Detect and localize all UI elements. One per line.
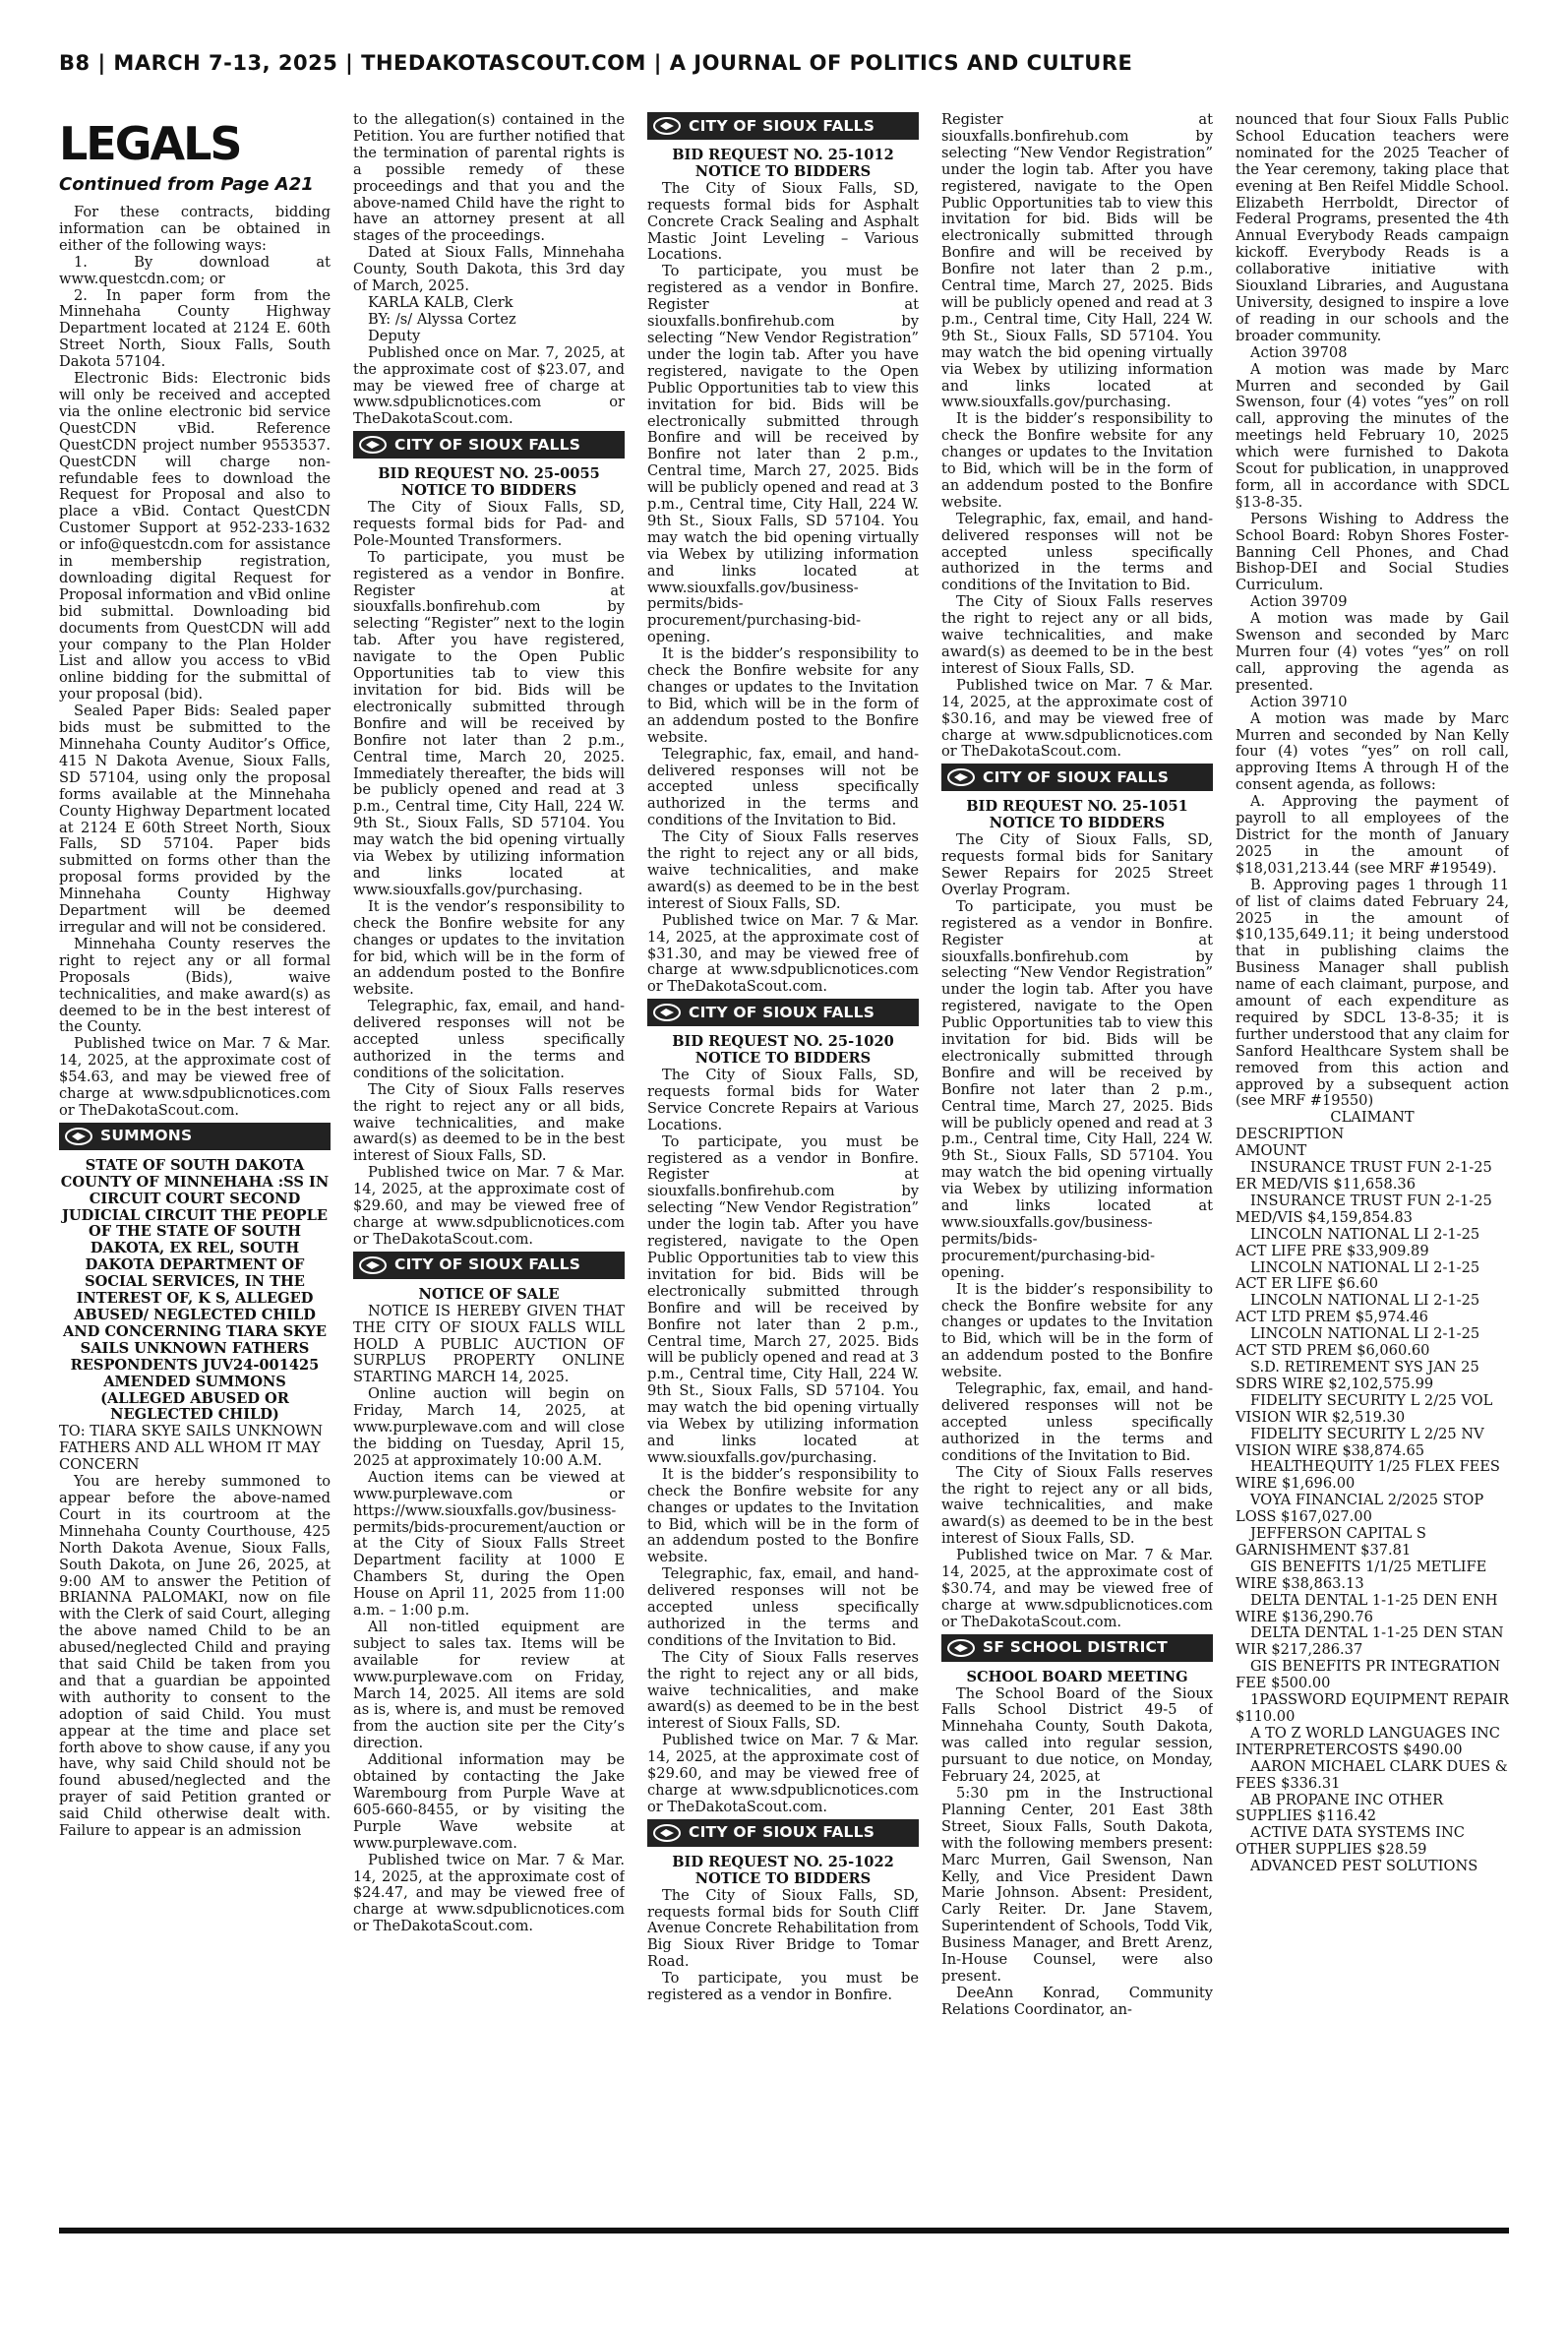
section-bar-label: SUMMONS — [100, 1127, 193, 1145]
paragraph: Action 39710 — [1250, 693, 1348, 710]
column-3 — [647, 112, 919, 2218]
paragraph: A motion was made by Marc Murren and seconded by Gail Swenson, four (4) votes “yes” on roll call, approving the minutes of the meetings held February 10, 2025 which were furnished to Dakota Scout for publication, in unapproved form, all in accordance with SDCL §13-8-35. — [1236, 360, 1509, 511]
claims-list — [1236, 1110, 1509, 1875]
scout-logo-icon — [63, 1126, 94, 1147]
paragraph: Minnehaha County reserves the right to reject any or all formal Proposals (Bids), waive technicalities, and make award(s) as deemed to be in the best interest of the County. — [59, 935, 331, 1036]
section-bar-school — [941, 1634, 1213, 1662]
signature-line: KARLA KALB, Clerk — [368, 293, 513, 311]
claim-row: AARON MICHAEL CLARK DUES & FEES $336.31 — [1236, 1757, 1508, 1792]
paragraph: Sealed Paper Bids: Sealed paper bids must be submitted to the Minnehaha County Auditor’s Office, 415 N Dakota Avenue, Sioux Falls, SD 57104, using only the proposal forms available at the Minnehaha County Highway Department located at 2124 E 60th Street North, Sioux Falls, SD 57104. Paper bids submitted on forms other than the proposal forms provided by the Minnehaha County Highway Department will be deemed irregular and will not be considered. — [59, 703, 331, 936]
issue-date: MARCH 7-13, 2025 — [113, 51, 338, 75]
summons-to: TO: TIARA SKYE SAILS UNKNOWN FATHERS AND ALL WHOM IT MAY CONCERN — [59, 1423, 323, 1474]
claim-row: 1PASSWORD EQUIPMENT REPAIR $110.00 — [1236, 1691, 1509, 1725]
paragraph: Telegraphic, fax, email, and hand-delivered responses will not be accepted unless specifically authorized in the terms and conditions of the Invitation to Bid. — [941, 1380, 1213, 1464]
signature-line: BY: /s/ Alyssa Cortez — [368, 310, 516, 328]
paragraph: Published twice on Mar. 7 & Mar. 14, 2025, at the approximate cost of $31.30, and may be viewed free of charge at www.sdpublicnotices.com or TheDakotaScout.com. — [647, 911, 919, 996]
paragraph: Action 39708 — [1250, 343, 1348, 361]
section-bar-label: CITY OF SIOUX FALLS — [983, 767, 1170, 786]
scout-logo-icon — [357, 434, 389, 456]
paragraph: It is the bidder’s responsibility to check the Bonfire website for any changes or updates to the Invitation to Bid, which will be in the form of an addendum posted to the Bonfire website. — [647, 645, 919, 746]
paragraph: Published twice on Mar. 7 & Mar. 14, 2025, at the approximate cost of $54.63, and may be viewed free of charge at www.sdpublicnotices.com or TheDakotaScout.com. — [59, 1035, 331, 1119]
section-bar-label: CITY OF SIOUX FALLS — [689, 1823, 875, 1842]
claims-header: CLAIMANT — [1330, 1109, 1415, 1127]
paragraph: Dated at Sioux Falls, Minnehaha County, South Dakota, this 3rd day of March, 2025. — [353, 244, 625, 295]
paragraph: Telegraphic, fax, email, and hand-delivered responses will not be accepted unless specifically authorized in the terms and conditions of the solicitation. — [353, 998, 625, 1081]
paragraph: Action 39709 — [1250, 593, 1348, 611]
paragraph: All non-titled equipment are subject to sales tax. Items will be available for review at www.purplewave.com on Friday, March 14, 2025. All items are sold as is, where is, and must be removed from the auction site per the City’s direction. — [353, 1618, 625, 1752]
paragraph: It is the vendor’s responsibility to check the Bonfire website for any changes or updates to the invitation for bid, which will be in the form of an addendum posted to the Bonfire website. — [353, 897, 625, 999]
paragraph: The City of Sioux Falls reserves the right to reject any or all bids, waive technicalities, and make award(s) as deemed to be in the best interest of Sioux Falls, SD. — [647, 828, 919, 912]
scout-logo-icon — [945, 766, 977, 788]
section-bar-label: SF SCHOOL DISTRICT — [983, 1638, 1168, 1657]
section-bar-label: CITY OF SIOUX FALLS — [394, 1255, 581, 1274]
claim-row: S.D. RETIREMENT SYS JAN 25 SDRS WIRE $2,102,575.99 — [1236, 1358, 1479, 1392]
paragraph: Additional information may be obtained by contacting the Jake Warembourg from Purple Wave at 605-660-8455, or by visiting the Purple Wave website at www.purplewave.com. — [353, 1751, 625, 1852]
site-name: THEDAKOTASCOUT.COM — [361, 51, 646, 75]
claim-row: ADVANCED PEST SOLUTIONS — [1250, 1858, 1478, 1875]
notice-heading: BID REQUEST NO. 25-1012 NOTICE TO BIDDERS — [672, 147, 894, 180]
paragraph: Auction items can be viewed at www.purplewave.com or https://www.siouxfalls.gov/business-permits/bids-procurement/auction or at the City of Sioux Falls Street Department facility at 1000 E Chambers St, during the Open House on April 11, 2025 from 11:00 a.m. – 1:00 p.m. — [353, 1468, 625, 1620]
section-bar-city — [647, 999, 919, 1026]
paragraph: Published twice on Mar. 7 & Mar. 14, 2025, at the approximate cost of $30.16, and may be viewed free of charge at www.sdpublicnotices.com or TheDakotaScout.com. — [941, 676, 1213, 761]
paragraph: NOTICE IS HEREBY GIVEN THAT THE CITY OF SIOUX FALLS WILL HOLD A PUBLIC AUCTION OF SURPLUS PROPERTY ONLINE STARTING MARCH 14, 2025. — [353, 1302, 625, 1386]
paragraph: To participate, you must be registered as a vendor in Bonfire. Register at siouxfalls.bonfirehub.com by selecting “New Vendor Registration” under the login tab. After you have registered, navigate to the Open Public Opportunities tab to view this invitation for bid. Bids will be electronically submitted through Bonfire and will be received by Bonfire not later than 2 p.m., Central time, March 27, 2025. Bids will be publicly opened and read at 3 p.m., Central time, City Hall, 224 W. 9th St., Sioux Falls, SD 57104. You may watch the bid opening virtually via Webex by utilizing information and links located at www.siouxfalls.gov/business-permits/bids-procurement/purchasing-bid-opening. — [647, 263, 919, 646]
paragraph: B. Approving pages 1 through 11 of list of claims dated February 24, 2025 in the amount of $10,135,649.11; it being understood that in publishing claims the Business Manager shall publish name of each claimant, purpose, and amount of each expenditure as required by SDCL 13-8-35; it is further understood that any claim for Sanford Healthcare System shall be removed from this action and approved by a subsequent action (see MRF #19550) — [1236, 876, 1509, 1110]
claim-row: GIS BENEFITS PR INTEGRATION FEE $500.00 — [1236, 1658, 1501, 1692]
paragraph: A motion was made by Gail Swenson and seconded by Marc Murren four (4) votes “yes” on roll call, approving the agenda as presented. — [1236, 610, 1509, 694]
claim-row: GIS BENEFITS 1/1/25 METLIFE WIRE $38,863.13 — [1236, 1558, 1487, 1592]
paragraph: to the allegation(s) contained in the Petition. You are further notified that the termination of parental rights is a possible remedy of these proceedings and that you and the above-named Child have the right to have an attorney present at all stages of the proceedings. — [353, 112, 625, 245]
paragraph: The City of Sioux Falls reserves the right to reject any or all bids, waive technicalities, and make award(s) as deemed to be in the best interest of Sioux Falls, SD. — [941, 593, 1213, 677]
claims-header: DESCRIPTION — [1236, 1126, 1345, 1143]
section-bar-city — [353, 1252, 625, 1279]
newspaper-page — [59, 51, 1509, 2285]
notice-heading: BID REQUEST NO. 25-1051 NOTICE TO BIDDERS — [966, 798, 1188, 832]
paragraph: The City of Sioux Falls reserves the right to reject any or all bids, waive technicalities, and make award(s) as deemed to be in the best interest of Sioux Falls, SD. — [647, 1648, 919, 1733]
paragraph: Register at siouxfalls.bonfirehub.com by selecting “New Vendor Registration” under the login tab. After you have registered, navigate to the Open Public Opportunities tab to view this invitation for bid. Bids will be electronically submitted through Bonfire and will be received by Bonfire not later than 2 p.m., Central time, March 27, 2025. Bids will be publicly opened and read at 3 p.m., Central time, City Hall, 224 W. 9th St., Sioux Falls, SD 57104. You may watch the bid opening virtually via Webex by utilizing information and links located at www.siouxfalls.gov/purchasing. — [941, 112, 1213, 411]
tagline: A JOURNAL OF POLITICS AND CULTURE — [669, 51, 1133, 75]
claim-row: DELTA DENTAL 1-1-25 DEN ENH WIRE $136,290.76 — [1236, 1591, 1498, 1625]
column-1 — [59, 112, 331, 2218]
paragraph: Telegraphic, fax, email, and hand-delivered responses will not be accepted unless specifically authorized in the terms and conditions of the Invitation to Bid. — [647, 745, 919, 829]
claim-row: LINCOLN NATIONAL LI 2-1-25 ACT STD PREM $6,060.60 — [1236, 1325, 1480, 1360]
paragraph: To participate, you must be registered as a vendor in Bonfire. Register at siouxfalls.bonfirehub.com by selecting “Register” next to the login tab. After you have registered, navigate to the Open Public Opportunities tab to view this invitation for bid. Bids will be electronically submitted through Bonfire and will be received by Bonfire not later than 2 p.m., Central time, March 20, 2025. Immediately thereafter, the bids will be publicly opened and read at 3 p.m., Central time, City Hall, 224 W. 9th St., Sioux Falls, SD 57104. You may watch the bid opening virtually via Webex by utilizing information and links located at www.siouxfalls.gov/purchasing. — [353, 548, 625, 898]
claim-row: LINCOLN NATIONAL LI 2-1-25 ACT LTD PREM $5,974.46 — [1236, 1292, 1480, 1326]
paragraph: Published twice on Mar. 7 & Mar. 14, 2025, at the approximate cost of $30.74, and may be viewed free of charge at www.sdpublicnotices.com or TheDakotaScout.com. — [941, 1547, 1213, 1630]
paragraph: DeeAnn Konrad, Community Relations Coordinator, an- — [941, 1984, 1213, 2018]
scout-logo-icon — [357, 1254, 389, 1276]
claim-row: LINCOLN NATIONAL LI 2-1-25 ACT ER LIFE $6.60 — [1236, 1258, 1480, 1293]
paragraph: The City of Sioux Falls, SD, requests formal bids for Sanitary Sewer Repairs for 2025 Street Overlay Program. — [941, 831, 1213, 898]
claim-row: FIDELITY SECURITY L 2/25 NV VISION WIRE $38,874.65 — [1236, 1425, 1484, 1459]
notice-heading: BID REQUEST NO. 25-0055 NOTICE TO BIDDERS — [378, 465, 600, 500]
paragraph: The City of Sioux Falls reserves the right to reject any or all bids, waive technicalities, and make award(s) as deemed to be in the best interest of Sioux Falls, SD. — [941, 1463, 1213, 1548]
paragraph: It is the bidder’s responsibility to check the Bonfire website for any changes or updates to the Invitation to Bid, which will be in the form of an addendum posted to the Bonfire website. — [941, 1280, 1213, 1381]
claim-row: ACTIVE DATA SYSTEMS INC OTHER SUPPLIES $28.59 — [1236, 1824, 1465, 1859]
claim-row: INSURANCE TRUST FUN 2-1-25 ER MED/VIS $11,658.36 — [1236, 1159, 1492, 1193]
paragraph: The City of Sioux Falls reserves the right to reject any or all bids, waive technicalities, and make award(s) as deemed to be in the best interest of Sioux Falls, SD. — [353, 1080, 625, 1165]
section-bar-city — [647, 1819, 919, 1847]
notice-heading: SCHOOL BOARD MEETING — [966, 1668, 1188, 1685]
claim-row: LINCOLN NATIONAL LI 2-1-25 ACT LIFE PRE $33,909.89 — [1236, 1225, 1480, 1259]
section-bar-summons — [59, 1123, 331, 1150]
claim-row: DELTA DENTAL 1-1-25 DEN STAN WIR $217,286.37 — [1236, 1624, 1504, 1659]
paragraph: A. Approving the payment of payroll to all employees of the District for the month of January 2025 in the amount of $18,031,213.44 (see MRF #19549). — [1236, 793, 1509, 877]
section-bar-label: CITY OF SIOUX FALLS — [689, 116, 875, 135]
paragraph: 2. In paper form from the Minnehaha County Highway Department located at 2124 E. 60th Street North, Sioux Falls, South Dakota 57104. — [59, 286, 331, 371]
paragraph: A motion was made by Marc Murren and seconded by Nan Kelly four (4) votes “yes” on roll call, approving Items A through H of the consent agenda, as follows: — [1236, 709, 1509, 794]
notice-heading: BID REQUEST NO. 25-1020 NOTICE TO BIDDERS — [672, 1033, 894, 1068]
section-bar-label: CITY OF SIOUX FALLS — [394, 435, 581, 454]
paragraph: It is the bidder’s responsibility to check the Bonfire website for any changes or updates to the Invitation to Bid, which will be in the form of an addendum posted to the Bonfire website. — [941, 410, 1213, 511]
footer-rule — [59, 2228, 1509, 2233]
section-bar-label: CITY OF SIOUX FALLS — [689, 1003, 875, 1021]
paragraph: It is the bidder’s responsibility to check the Bonfire website for any changes or updates to the Invitation to Bid, which will be in the form of an addendum posted to the Bonfire website. — [647, 1465, 919, 1566]
claims-header: AMOUNT — [1236, 1142, 1307, 1160]
paragraph: Published twice on Mar. 7 & Mar. 14, 2025, at the approximate cost of $24.47, and may be viewed free of charge at www.sdpublicnotices.com or TheDakotaScout.com. — [353, 1851, 625, 1935]
scout-logo-icon — [945, 1637, 977, 1659]
page-header: B8 | MARCH 7-13, 2025 | THEDAKOTASCOUT.COM | A JOURNAL OF POLITICS AND CULTURE — [59, 51, 1133, 75]
legal-columns — [59, 112, 1509, 2218]
claim-row: A TO Z WORLD LANGUAGES INC INTERPRETERCOSTS $490.00 — [1236, 1724, 1500, 1758]
paragraph: To participate, you must be registered as a vendor in Bonfire. Register at siouxfalls.bonfirehub.com by selecting “New Vendor Registration” under the login tab. After you have registered, navigate to the Open Public Opportunities tab to view this invitation for bid. Bids will be electronically submitted through Bonfire and will be received by Bonfire not later than 2 p.m., Central time, March 27, 2025. Bids will be publicly opened and read at 3 p.m., Central time, City Hall, 224 W. 9th St., Sioux Falls, SD 57104. You may watch the bid opening virtually via Webex by utilizing information and links located at www.siouxfalls.gov/purchasing. — [647, 1132, 919, 1466]
paragraph: To participate, you must be registered as a vendor in Bonfire. Register at siouxfalls.bonfirehub.com by selecting “New Vendor Registration” under the login tab. After you have registered, navigate to the Open Public Opportunities tab to view this invitation for bid. Bids will be electronically submitted through Bonfire and will be received by Bonfire not later than 2 p.m., Central time, March 27, 2025. Bids will be publicly opened and read at 3 p.m., Central time, City Hall, 224 W. 9th St., Sioux Falls, SD 57104. You may watch the bid opening virtually via Webex by utilizing information and links located at www.siouxfalls.gov/business-permits/bids-procurement/purchasing-bid-opening. — [941, 897, 1213, 1281]
paragraph: The School Board of the Sioux Falls School District 49-5 of Minnehaha County, South Dakota, was called into regular session, pursuant to due notice, on Monday, February 24, 2025, at — [941, 1684, 1213, 1786]
section-bar-city — [941, 764, 1213, 791]
paragraph: The City of Sioux Falls, SD, requests formal bids for Asphalt Concrete Crack Sealing and Asphalt Mastic Joint Leveling – Various Locations. — [647, 179, 919, 264]
section-bar-city — [353, 431, 625, 459]
claim-row: VOYA FINANCIAL 2/2025 STOP LOSS $167,027.00 — [1236, 1492, 1484, 1526]
column-4 — [941, 112, 1213, 2218]
page-number: B8 — [59, 51, 90, 75]
section-title: LEGALS — [59, 117, 241, 170]
paragraph: 1. By download at www.questcdn.com; or — [59, 253, 331, 287]
claim-row: JEFFERSON CAPITAL S GARNISHMENT $37.81 — [1236, 1525, 1426, 1559]
continued-note: Continued from Page A21 — [59, 174, 314, 195]
scout-logo-icon — [651, 1822, 683, 1844]
paragraph: The City of Sioux Falls, SD, requests formal bids for Water Service Concrete Repairs at Various Locations. — [647, 1067, 919, 1133]
paragraph: To participate, you must be registered as a vendor in Bonfire. — [647, 1970, 919, 2004]
paragraph: 5:30 pm in the Instructional Planning Center, 201 East 38th Street, Sioux Falls, South Dakota, with the following members present: Marc Murren, Gail Swenson, Nan Kelly, and Vice President Dawn Marie Johnson. Absent: President, Carly Reiter. Dr. Jane Stavem, Superintendent of Schools, Todd Vik, Business Manager, and Brett Arenz, In-House Counsel, were also present. — [941, 1785, 1213, 1985]
claim-row: AB PROPANE INC OTHER SUPPLIES $116.42 — [1236, 1791, 1444, 1825]
scout-logo-icon — [651, 115, 683, 137]
paragraph: Telegraphic, fax, email, and hand-delivered responses will not be accepted unless specifically authorized in the terms and conditions of the Invitation to Bid. — [647, 1565, 919, 1649]
claim-row: FIDELITY SECURITY L 2/25 VOL VISION WIR $2,519.30 — [1236, 1391, 1493, 1426]
section-bar-city — [647, 112, 919, 140]
paragraph: nounced that four Sioux Falls Public School Education teachers were nominated for the 2025 Teacher of the Year ceremony, taking place that evening at Ben Reifel Middle School. Elizabeth Herrboldt, Director of Federal Programs, presented the 4th Annual Everybody Reads campaign kickoff. Everybody Reads is a collaborative initiative with Siouxland Libraries, and Augustana University, designed to inspire a love of reading in our schools and the broader community. — [1236, 112, 1509, 344]
column-2 — [353, 112, 625, 2218]
paragraph: The City of Sioux Falls, SD, requests formal bids for South Cliff Avenue Concrete Rehabilitation from Big Sioux River Bridge to Tomar Road. — [647, 1886, 919, 1971]
paragraph: Telegraphic, fax, email, and hand-delivered responses will not be accepted unless specifically authorized in the terms and conditions of the Invitation to Bid. — [941, 510, 1213, 594]
publication-note: Published once on Mar. 7, 2025, at the approximate cost of $23.07, and may be viewed free of charge at www.sdpublicnotices.com or TheDakotaScout.com. — [353, 343, 625, 428]
paragraph: Persons Wishing to Address the School Board: Robyn Shores Foster-Banning Cell Phones, and Chad Bishop-DEI and Social Studies Curriculum. — [1236, 510, 1509, 594]
paragraph: Published twice on Mar. 7 & Mar. 14, 2025, at the approximate cost of $29.60, and may be viewed free of charge at www.sdpublicnotices.com or TheDakotaScout.com. — [353, 1164, 625, 1248]
notice-heading: NOTICE OF SALE — [418, 1285, 560, 1303]
paragraph: The City of Sioux Falls, SD, requests formal bids for Pad- and Pole-Mounted Transformers. — [353, 499, 625, 549]
claim-row: INSURANCE TRUST FUN 2-1-25 MED/VIS $4,159,854.83 — [1236, 1192, 1492, 1226]
column-5 — [1236, 112, 1509, 2218]
paragraph: Online auction will begin on Friday, March 14, 2025, at www.purplewave.com and will close the bidding on Tuesday, April 15, 2025 at approximately 10:00 A.M. — [353, 1385, 625, 1469]
paragraph: Electronic Bids: Electronic bids will only be received and accepted via the online electronic bid service QuestCDN vBid. Reference QuestCDN project number 9553537. QuestCDN will charge non-refundable fees to download the Request for Proposal and also to place a vBid. Contact QuestCDN Customer Support at 952-233-1632 or info@questcdn.com for assistance in membership registration, downloading digital Request for Proposal information and vBid online bid submittal. Downloading bid documents from QuestCDN will add your company to the Plan Holder List and allow you access to vBid online bidding for the submittal of your proposal (bid). — [59, 370, 331, 704]
summons-body: You are hereby summoned to appear before the above-named Court in its courtroom at the Minnehaha County Courthouse, 425 North Dakota Avenue, Sioux Falls, South Dakota, on June 26, 2025, at 9:00 AM to answer the Petition of BRIANNA PALOMAKI, now on file with the Clerk of said Court, alleging the above named Child to be an abused/neglected Child and praying that said Child be taken from you and that a guardian be appointed with authority to consent to the adoption of said Child. You must appear at the time and place set forth above to show cause, if any you have, why said Child should not be found abused/neglected and the prayer of said Petition granted or said Child otherwise dealt with. Failure to appear is an admission — [59, 1473, 331, 1840]
claim-row: HEALTHEQUITY 1/25 FLEX FEES WIRE $1,696.00 — [1236, 1458, 1500, 1493]
summons-heading: STATE OF SOUTH DAKOTA COUNTY OF MINNEHAHA :SS IN CIRCUIT COURT SECOND JUDICIAL CIRCUIT THE PEOPLE OF THE STATE OF SOUTH DAKOTA, EX REL, SOUTH DAKOTA DEPARTMENT OF SOCIAL SERVICES, IN THE INTEREST OF, K S, ALLEGED ABUSED/ NEGLECTED CHILD AND CONCERNING TIARA SKYE SAILS UNKNOWN FATHERS RESPONDENTS JUV24-001425 AMENDED SUMMONS (ALLEGED ABUSED OR NEGLECTED CHILD) — [60, 1156, 330, 1424]
paragraph: Published twice on Mar. 7 & Mar. 14, 2025, at the approximate cost of $29.60, and may be viewed free of charge at www.sdpublicnotices.com or TheDakotaScout.com. — [647, 1732, 919, 1815]
scout-logo-icon — [651, 1002, 683, 1023]
notice-heading: BID REQUEST NO. 25-1022 NOTICE TO BIDDERS — [672, 1853, 894, 1887]
paragraph: For these contracts, bidding information can be obtained in either of the following ways: — [59, 204, 331, 254]
signature-line: Deputy — [368, 327, 421, 344]
